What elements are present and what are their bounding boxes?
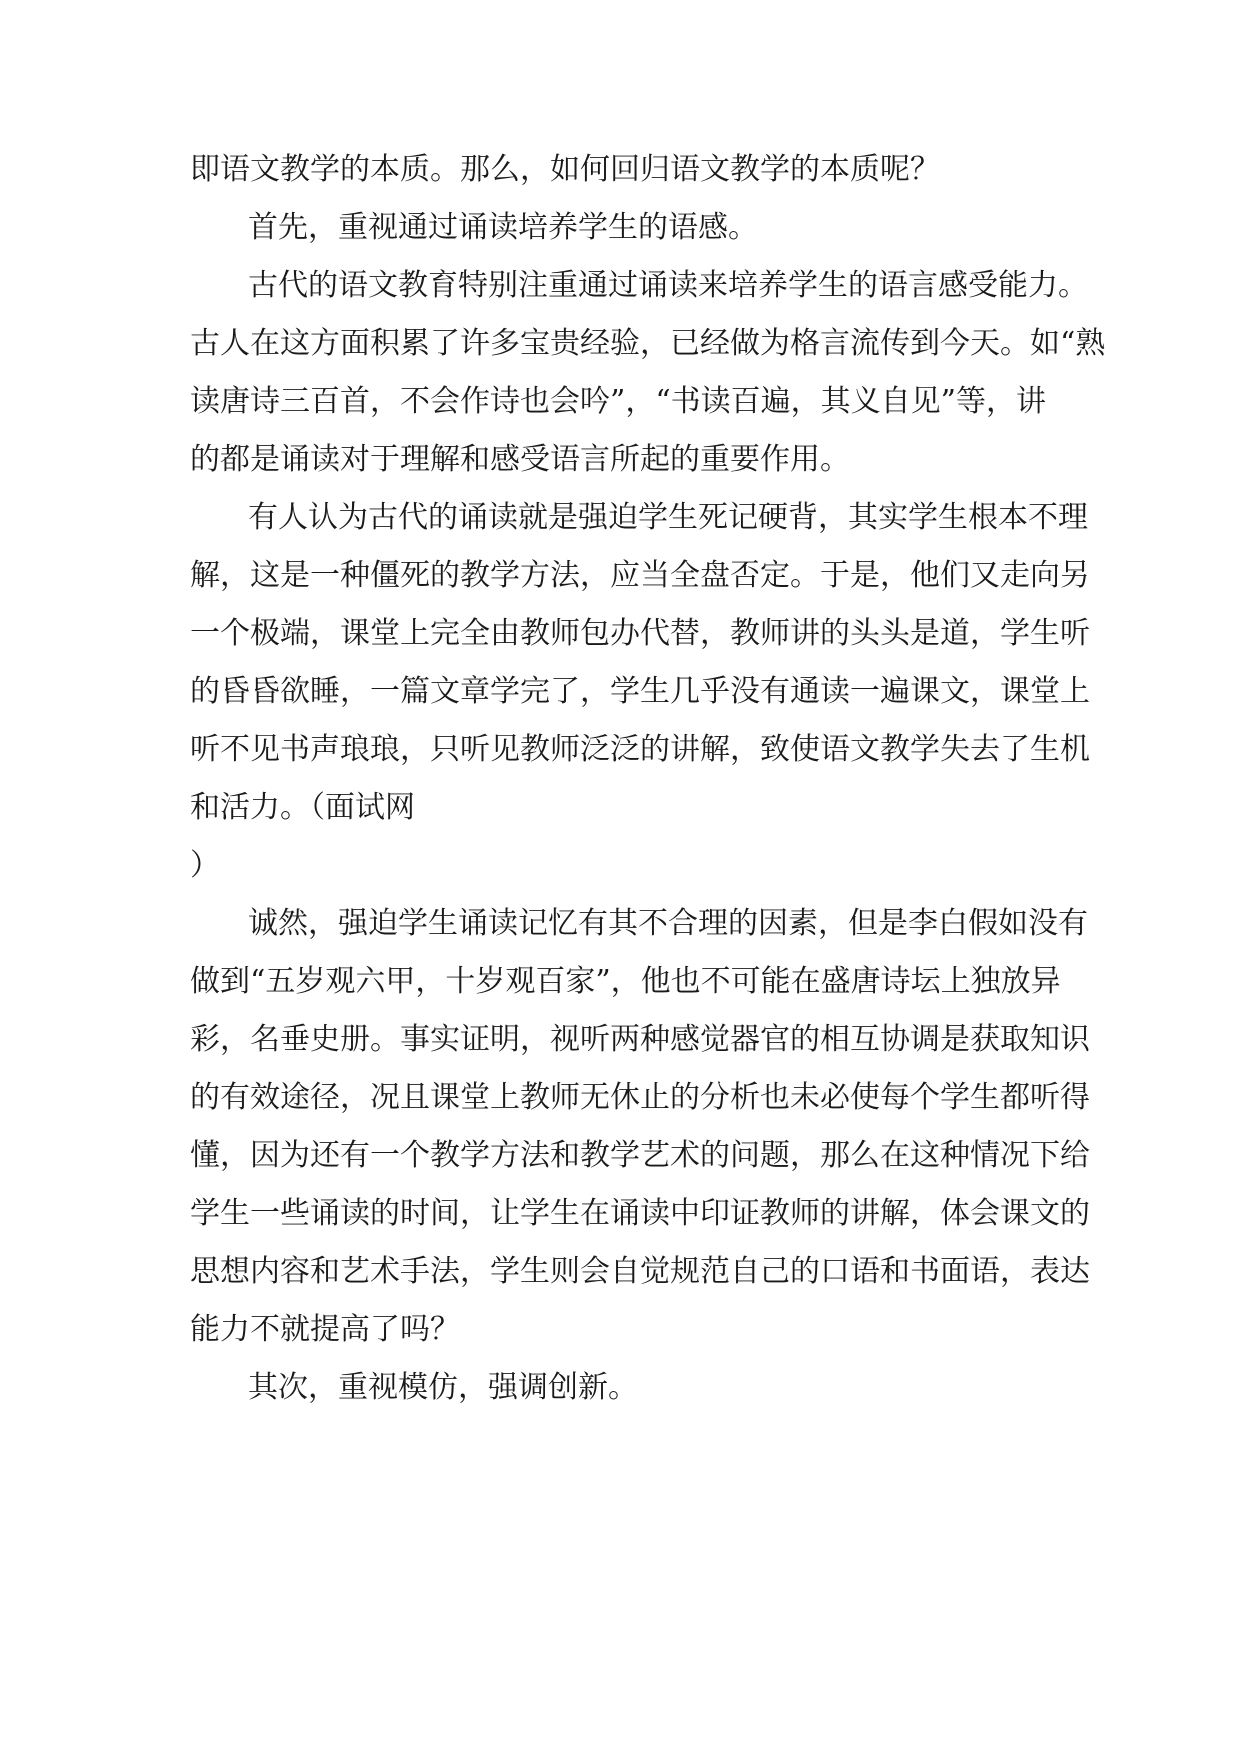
paragraph-first-line: 有人认为古代的诵读就是强迫学生死记硬背，其实学生根本不理 bbox=[248, 500, 1088, 535]
text-line: 思想内容和艺术手法，学生则会自觉规范自己的口语和书面语，表达 bbox=[190, 1254, 1090, 1289]
text-line: 即语文教学的本质。那么，如何回归语文教学的本质呢？ bbox=[190, 152, 940, 187]
text-line: 的昏昏欲睡，一篇文章学完了，学生几乎没有通读一遍课文，课堂上 bbox=[190, 674, 1090, 709]
text-line: 能力不就提高了吗？ bbox=[190, 1312, 460, 1347]
text-line: 的有效途径，况且课堂上教师无休止的分析也未必使每个学生都听得 bbox=[190, 1080, 1090, 1115]
text-line: 读唐诗三百首，不会作诗也会吟”，“书读百遍，其义自见”等，讲 bbox=[190, 384, 1047, 419]
text-line: 做到“五岁观六甲，十岁观百家”，他也不可能在盛唐诗坛上独放异 bbox=[190, 964, 1061, 999]
paragraph-first-line: 诚然，强迫学生诵读记忆有其不合理的因素，但是李白假如没有 bbox=[248, 906, 1088, 941]
text-line: 彩，名垂史册。事实证明，视听两种感觉器官的相互协调是获取知识 bbox=[190, 1022, 1090, 1057]
text-line: 一个极端，课堂上完全由教师包办代替，教师讲的头头是道，学生听 bbox=[190, 616, 1090, 651]
text-line: 解，这是一种僵死的教学方法，应当全盘否定。于是，他们又走向另 bbox=[190, 558, 1090, 593]
text-line: 学生一些诵读的时间，让学生在诵读中印证教师的讲解，体会课文的 bbox=[190, 1196, 1090, 1231]
paragraph-first-line: 古代的语文教育特别注重通过诵读来培养学生的语言感受能力。 bbox=[248, 268, 1088, 303]
paragraph-first-line: 其次，重视模仿，强调创新。 bbox=[248, 1370, 638, 1405]
text-line: 懂，因为还有一个教学方法和教学艺术的问题，那么在这种情况下给 bbox=[190, 1138, 1090, 1173]
text-line: 的都是诵读对于理解和感受语言所起的重要作用。 bbox=[190, 442, 850, 477]
text-line: 和活力。（面试网 bbox=[190, 790, 415, 825]
text-line: ） bbox=[190, 848, 220, 883]
paragraph-first-line: 首先，重视通过诵读培养学生的语感。 bbox=[248, 210, 758, 245]
text-line: 听不见书声琅琅，只听见教师泛泛的讲解，致使语文教学失去了生机 bbox=[190, 732, 1090, 767]
text-line: 古人在这方面积累了许多宝贵经验，已经做为格言流传到今天。如“熟 bbox=[190, 326, 1106, 361]
